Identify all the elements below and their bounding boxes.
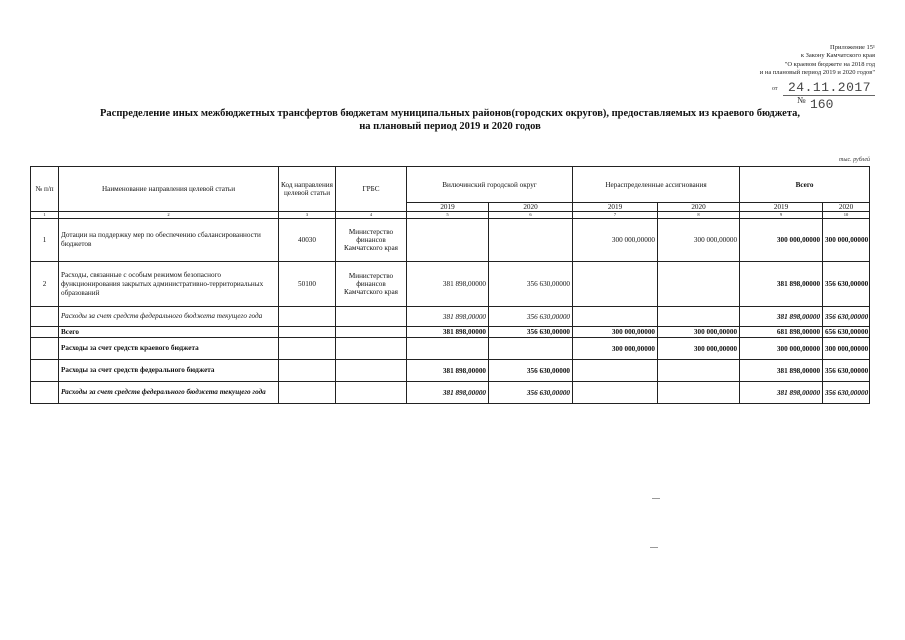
value-cell: 381 898,00000 [407,360,489,382]
table-row [31,307,870,327]
year-header: 2020 [489,203,573,212]
column-index: 4 [336,212,407,219]
value-cell [658,360,740,382]
year-header: 2019 [740,203,823,212]
value-cell [573,382,658,404]
year-header: 2020 [658,203,740,212]
document-title [80,107,820,133]
row-name: Расходы за счет средств федерального бюджета текущего года [59,382,279,404]
stamp-date: 24.11.2017 [788,80,872,95]
value-cell: 381 898,00000 [407,327,489,338]
stamp-number: 160 [810,97,834,112]
empty-cell [31,338,59,360]
empty-cell [279,307,336,327]
appendix-line: "О краевом бюджете на 2018 год [784,60,875,68]
column-index: 1 [31,212,59,219]
title-line-1: Распределение иных межбюджетных трансфертов бюджетам муниципальных районов(городских округов), предоставляемых из краевого бюджета, [100,108,800,119]
column-index: 2 [59,212,279,219]
year-header: 2020 [823,203,870,212]
value-cell [573,360,658,382]
row-name: Дотации на поддержку мер по обеспечению сбалансированности бюджетов [59,219,279,262]
value-cell: 681 898,00000 [740,327,823,338]
value-cell [573,262,658,307]
value-cell: 356 630,00000 [489,262,573,307]
empty-cell [31,382,59,404]
value-cell: 300 000,00000 [823,338,870,360]
row-grbs: Министерство финансов Камчатского края [336,219,407,262]
table-row [31,219,870,262]
total-row [31,327,870,338]
empty-cell [279,338,336,360]
col-header-group-unallocated: Нераспределенные ассигнования [573,167,740,203]
appendix-line: и на плановый период 2019 и 2020 годов" [759,68,875,76]
column-index: 10 [823,212,870,219]
value-cell: 381 898,00000 [740,262,823,307]
value-cell: 381 898,00000 [740,360,823,382]
row-code: 50100 [279,262,336,307]
year-header: 2019 [407,203,489,212]
value-cell [407,338,489,360]
value-cell: 300 000,00000 [658,219,740,262]
empty-cell [31,307,59,327]
value-cell [489,219,573,262]
col-header-group-vilyuchinsk: Вилючинский городской округ [407,167,573,203]
row-name: Всего [59,327,279,338]
year-header: 2019 [573,203,658,212]
value-cell: 381 898,00000 [740,382,823,404]
scan-mark [652,498,660,499]
col-header-grbs: ГРБС [336,167,407,212]
value-cell: 356 630,00000 [489,382,573,404]
empty-cell [279,382,336,404]
stamp-number-mark: № [797,95,806,105]
col-header-group-total: Всего [740,167,870,203]
value-cell: 356 630,00000 [823,262,870,307]
scan-mark [650,547,658,548]
value-cell: 300 000,00000 [658,327,740,338]
column-index-row [31,212,870,219]
empty-cell [336,327,407,338]
value-cell: 381 898,00000 [407,307,489,327]
table-row [31,338,870,360]
row-name: Расходы за счет средств федерального бюджета текущего года [59,307,279,327]
column-index: 5 [407,212,489,219]
title-line-2: на плановый период 2019 и 2020 годов [359,121,541,132]
value-cell: 356 630,00000 [823,307,870,327]
value-cell: 300 000,00000 [740,219,823,262]
row-num: 2 [31,262,59,307]
units-label: тыс. рублей [839,157,870,163]
value-cell: 356 630,00000 [823,360,870,382]
row-grbs: Министерство финансов Камчатского края [336,262,407,307]
empty-cell [279,360,336,382]
column-index: 6 [489,212,573,219]
value-cell: 656 630,00000 [823,327,870,338]
value-cell: 356 630,00000 [489,327,573,338]
value-cell: 381 898,00000 [407,382,489,404]
value-cell: 300 000,00000 [740,338,823,360]
empty-cell [336,382,407,404]
stamp-ot: от [772,86,778,92]
appendix-line: Приложение 15¹ [830,44,875,51]
col-header-name: Наименование направления целевой статьи [59,167,279,212]
empty-cell [31,360,59,382]
row-name: Расходы за счет средств федерального бюджета [59,360,279,382]
row-code: 40030 [279,219,336,262]
value-cell: 381 898,00000 [407,262,489,307]
value-cell: 300 000,00000 [573,219,658,262]
appendix-line: к Закону Камчатского края [800,52,875,60]
column-index: 8 [658,212,740,219]
value-cell: 381 898,00000 [740,307,823,327]
header-row [31,167,870,203]
value-cell: 300 000,00000 [658,338,740,360]
empty-cell [336,360,407,382]
table-row [31,262,870,307]
col-header-num: № п/п [31,167,59,212]
value-cell [658,307,740,327]
row-num: 1 [31,219,59,262]
empty-cell [31,327,59,338]
row-name: Расходы, связанные с особым режимом безопасного функционирования закрытых административно-территориальных образований [59,262,279,307]
value-cell: 300 000,00000 [573,338,658,360]
value-cell [489,338,573,360]
value-cell: 356 630,00000 [489,307,573,327]
value-cell [573,307,658,327]
table-row [31,382,870,404]
empty-cell [279,327,336,338]
table-row [31,360,870,382]
value-cell: 356 630,00000 [823,382,870,404]
value-cell: 300 000,00000 [823,219,870,262]
column-index: 9 [740,212,823,219]
value-cell [407,219,489,262]
transfers-table [30,166,870,404]
appendix-note [645,44,875,77]
col-header-code: Код направления целевой статьи [279,167,336,212]
row-name: Расходы за счет средств краевого бюджета [59,338,279,360]
column-index: 7 [573,212,658,219]
value-cell: 300 000,00000 [573,327,658,338]
empty-cell [336,307,407,327]
empty-cell [336,338,407,360]
column-index: 3 [279,212,336,219]
value-cell: 356 630,00000 [489,360,573,382]
value-cell [658,382,740,404]
value-cell [658,262,740,307]
